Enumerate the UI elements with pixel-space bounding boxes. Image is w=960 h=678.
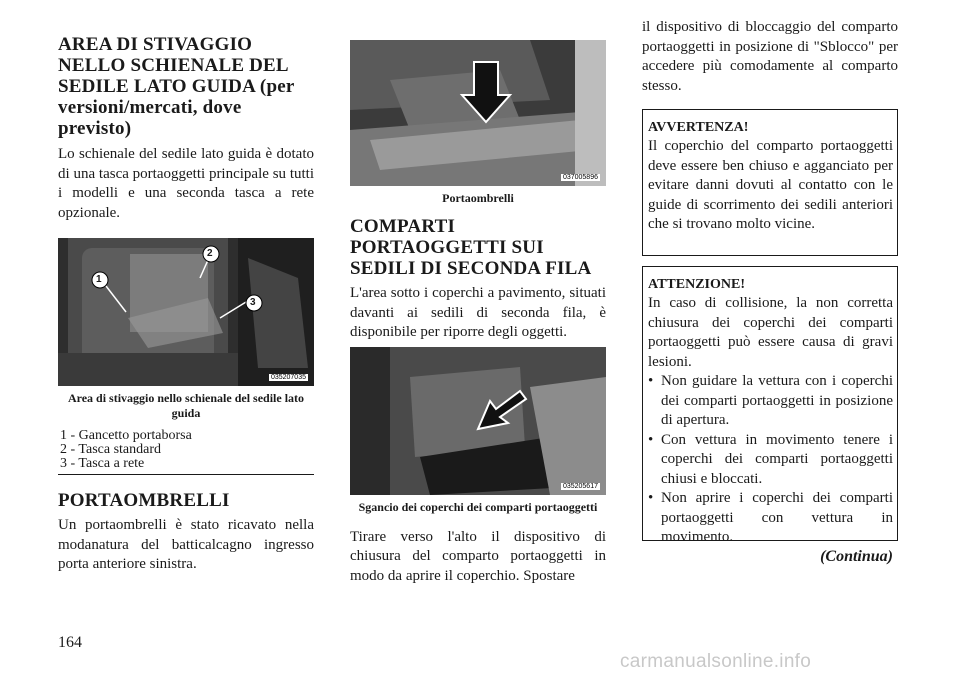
paragraph-open-lid: Tirare verso l'alto il dispositivo di chiusura del comparto portaoggetti in modo da aprire il coperchio. Spostare — [350, 528, 606, 584]
legend-item: 3 - Tasca a rete — [60, 456, 145, 471]
legend-list — [58, 429, 314, 471]
column-middle — [350, 0, 606, 586]
section-heading-driver-seat-storage: AREA DI STIVAGGIO NELLO SCHIENALE DEL SEDILE LATO GUIDA (per versioni/mercati, dove previsto) — [58, 34, 295, 139]
watermark: carmanualsonline.info — [620, 651, 812, 672]
warning-text: Il coperchio del comparto portaoggetti deve essere ben chiuso e agganciato per evitare danni dovuti al contatto con le guide di scorrimento dei sedili anteriori che si trovano molto vicine. — [648, 138, 893, 232]
figure-caption: Sgancio dei coperchi dei comparti portaoggetti — [358, 499, 598, 514]
legend-item: 1 - Gancetto portaborsa — [60, 428, 192, 443]
caution-title: ATTENZIONE! — [648, 277, 745, 292]
paragraph-seat-storage: Lo schienale del sedile lato guida è dotato di una tasca portaoggetti principale su tutti i modelli e una seconda tasca a rete opzionale. — [58, 146, 314, 221]
paragraph-second-row-storage: L'area sotto i coperchi a pavimento, situati davanti ai sedili di seconda fila, è disponibile per riporre degli oggetti. — [350, 285, 606, 340]
warning-box — [642, 109, 898, 256]
caution-item: • Non guidare la vettura con i coperchi dei comparti portaoggetti in posizione di apertura. — [648, 372, 893, 431]
page-number: 164 — [58, 634, 82, 651]
section-heading-second-row-storage: COMPARTI PORTAOGGETTI SUI SEDILI DI SECONDA FILA — [350, 216, 592, 279]
callout-2: 2 — [207, 248, 213, 259]
figure-caption: Portaombrelli — [442, 191, 514, 205]
figure-seatback-storage — [58, 238, 314, 386]
column-left — [58, 0, 314, 575]
callout-1: 1 — [96, 274, 102, 285]
storage-latch-photo — [350, 347, 606, 495]
paragraph-unlock: il dispositivo di bloccaggio del comparto portaoggetti in posizione di "Sblocco" per accedere più comodamente al comparto stesso. — [642, 19, 898, 94]
paragraph-umbrella-holder: Un portaombrelli è stato ricavato nella modanatura del batticalcagno ingresso porta anteriore sinistra. — [58, 517, 314, 572]
section-heading-umbrella-holder: PORTAOMBRELLI — [58, 490, 230, 511]
caution-text: In caso di collisione, la non corretta chiusura dei coperchi dei comparti portaoggetti può essere causa di gravi lesioni. — [648, 295, 893, 370]
figure-caption: Area di stivaggio nello schienale del sedile lato guida — [67, 391, 305, 420]
callout-3: 3 — [250, 297, 256, 308]
warning-title: AVVERTENZA! — [648, 120, 749, 135]
legend-divider — [58, 474, 314, 475]
legend-item: 2 - Tasca standard — [60, 442, 162, 457]
seatback-photo — [58, 238, 314, 386]
figure-code: 035207035 — [270, 374, 306, 381]
figure-umbrella-holder — [350, 40, 606, 186]
caution-list — [648, 372, 893, 548]
caution-item: • Non aprire i coperchi dei comparti portaoggetti con vettura in movimento. — [648, 489, 893, 548]
umbrella-holder-photo — [350, 40, 606, 186]
column-right — [642, 0, 898, 565]
caution-box — [642, 266, 898, 565]
figure-code: 035205617 — [562, 482, 598, 490]
continued-label: (Continua) — [820, 547, 893, 565]
figure-code: 037005896 — [562, 174, 598, 181]
figure-storage-latch — [350, 347, 606, 495]
caution-item: • Con vettura in movimento tenere i coperchi dei comparti portaoggetti chiusi e bloccati. — [648, 431, 893, 490]
